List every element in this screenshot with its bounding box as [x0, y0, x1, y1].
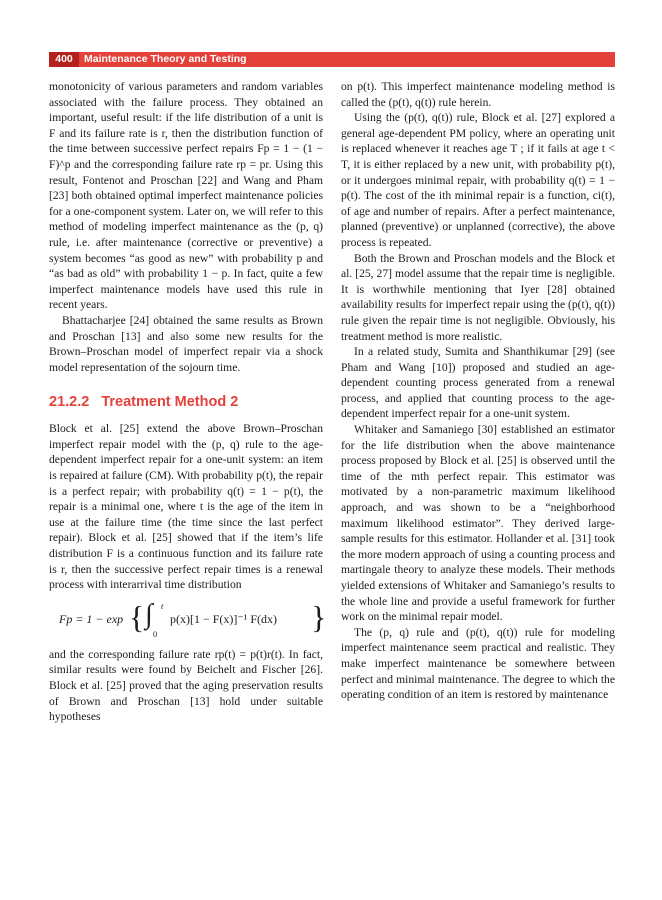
- running-header: [49, 52, 615, 67]
- paragraph: The (p, q) rule and (p(t), q(t)) rule for modeling imperfect maintenance seem practical and realistic. They make imperfect maintenance be somewhere between perfect and minimal maintenance. The degree to which the operating condition of an item is restored by maintenance: [341, 625, 615, 702]
- section-title: Treatment Method 2: [101, 394, 239, 411]
- equation-integrand: p(x)[1 − F(x)]⁻¹ F(dx): [170, 611, 278, 626]
- section-number: 21.2.2: [49, 394, 90, 411]
- paragraph: Both the Brown and Proschan models and the Block et al. [25, 27] model assume that the repair time is negligible. It is worthwhile mentioning that Iyer [28] obtained availability results for imperfect repair using the (p(t), q(t)) rule given the repair time is not negligible. Obviously, his treatment method is more realistic.: [341, 251, 615, 343]
- right-column: [341, 79, 615, 703]
- paragraph: Whitaker and Samaniego [30] established an estimator for the life distribution when the above maintenance process proposed by Block et al. [25] is observed until the time of the mth perfect repair. This estimator was motivated by a non-parametric maximum likelihood approach, and was shown to be a “neighborhood maximum likelihood estimator”. They derived large-sample results for this estimator. Hollander et al. [31] took the more modern approach of using a counting process and martingale theory to analyze these models. Their methods yielded extensions of Whitaker and Samaniego’s results to the whole line and provide a useful framework for further work on the minimal repair model.: [341, 423, 615, 624]
- paragraph: on p(t). This imperfect maintenance modeling method is called the (p(t), q(t)) rule herein.: [341, 80, 615, 109]
- equation-lhs: Fp = 1 − exp: [59, 611, 124, 626]
- integral-lower-limit: 0: [153, 628, 158, 639]
- paragraph: Block et al. [25] extend the above Brown–Proschan imperfect repair model with the (p, q) rule to the age-dependent imperfect repair for a one-unit system: an item is repaired at failure (CM). With probability p(t), the repair is a perfect repair; with probability q(t) = 1 − p(t), the repair is a minimal one, where t is the age of the item in use at the failure time (the time since the last perfect repair). Block et al. [25] showed that if the item’s life distribution F is a continuous function and its failure rate is r, then the successive perfect repair times is a renewal process with interarrival time distribution: [49, 422, 323, 592]
- running-title: Maintenance Theory and Testing: [84, 53, 247, 65]
- paragraph: monotonicity of various parameters and random variables associated with the failure process. They obtained an important, useful result: if the life distribution of a unit is F and its failure rate is r, then the distribution function of the time between successive perfect repairs Fp = 1 − (1 − F)^p and the corresponding failure rate rp = pr. Using this result, Fontenot and Proschan [22] and Wang and Pham [23] both obtained optimal imperfect maintenance policies for a one-component system. Later on, we will refer to this method of modeling imperfect maintenance as the (p, q) rule, i.e. after maintenance (corrective or preventive) a system becomes “as good as new” with probability p and “as bad as old” with probability 1 − p. In fact, quite a few imperfect maintenance models have used this rule in recent years.: [49, 80, 323, 312]
- paragraph: and the corresponding failure rate rp(t) = p(t)r(t). In fact, similar results were found by Beichelt and Fischer [26]. Block et al. [25] proved that the aging preservation results of Brown and Proschan [13] hold under suitable hypotheses: [49, 647, 323, 724]
- integral-upper-limit: t: [161, 600, 164, 611]
- brace-left: {: [129, 598, 145, 635]
- left-column: [49, 79, 327, 725]
- section-heading: [49, 393, 323, 411]
- paragraph: In a related study, Sumita and Shanthikumar [29] (see Pham and Wang [10]) proposed and studied an age-dependent counting process generated from a renewal process, and applied that counting process to the age-dependent imperfect repair for a one-unit system.: [341, 345, 615, 421]
- integral-sign: ∫: [145, 598, 153, 630]
- paragraph: Using the (p(t), q(t)) rule, Block et al. [27] explored a general age-dependent PM policy, where an operating unit is replaced whenever it reaches age T ; if it fails at age t < T, it is either replaced by a new unit, with probability p(t), or it undergoes minimal repair, with probability q(t) = 1 − p(t). The cost of the ith minimal repair is a function, ci(t), of age and number of repairs. After a perfect maintenance, planned (preventive) or unplanned (corrective), the above process is repeated.: [341, 111, 615, 249]
- equation: [49, 598, 327, 643]
- paragraph: Bhattacharjee [24] obtained the same results as Brown and Proschan [13] and also some new results for the Brown–Proschan model of imperfect repair via a shock model representation of the sojourn time.: [49, 313, 323, 374]
- page-number: 400: [49, 52, 79, 67]
- brace-right: }: [311, 598, 327, 635]
